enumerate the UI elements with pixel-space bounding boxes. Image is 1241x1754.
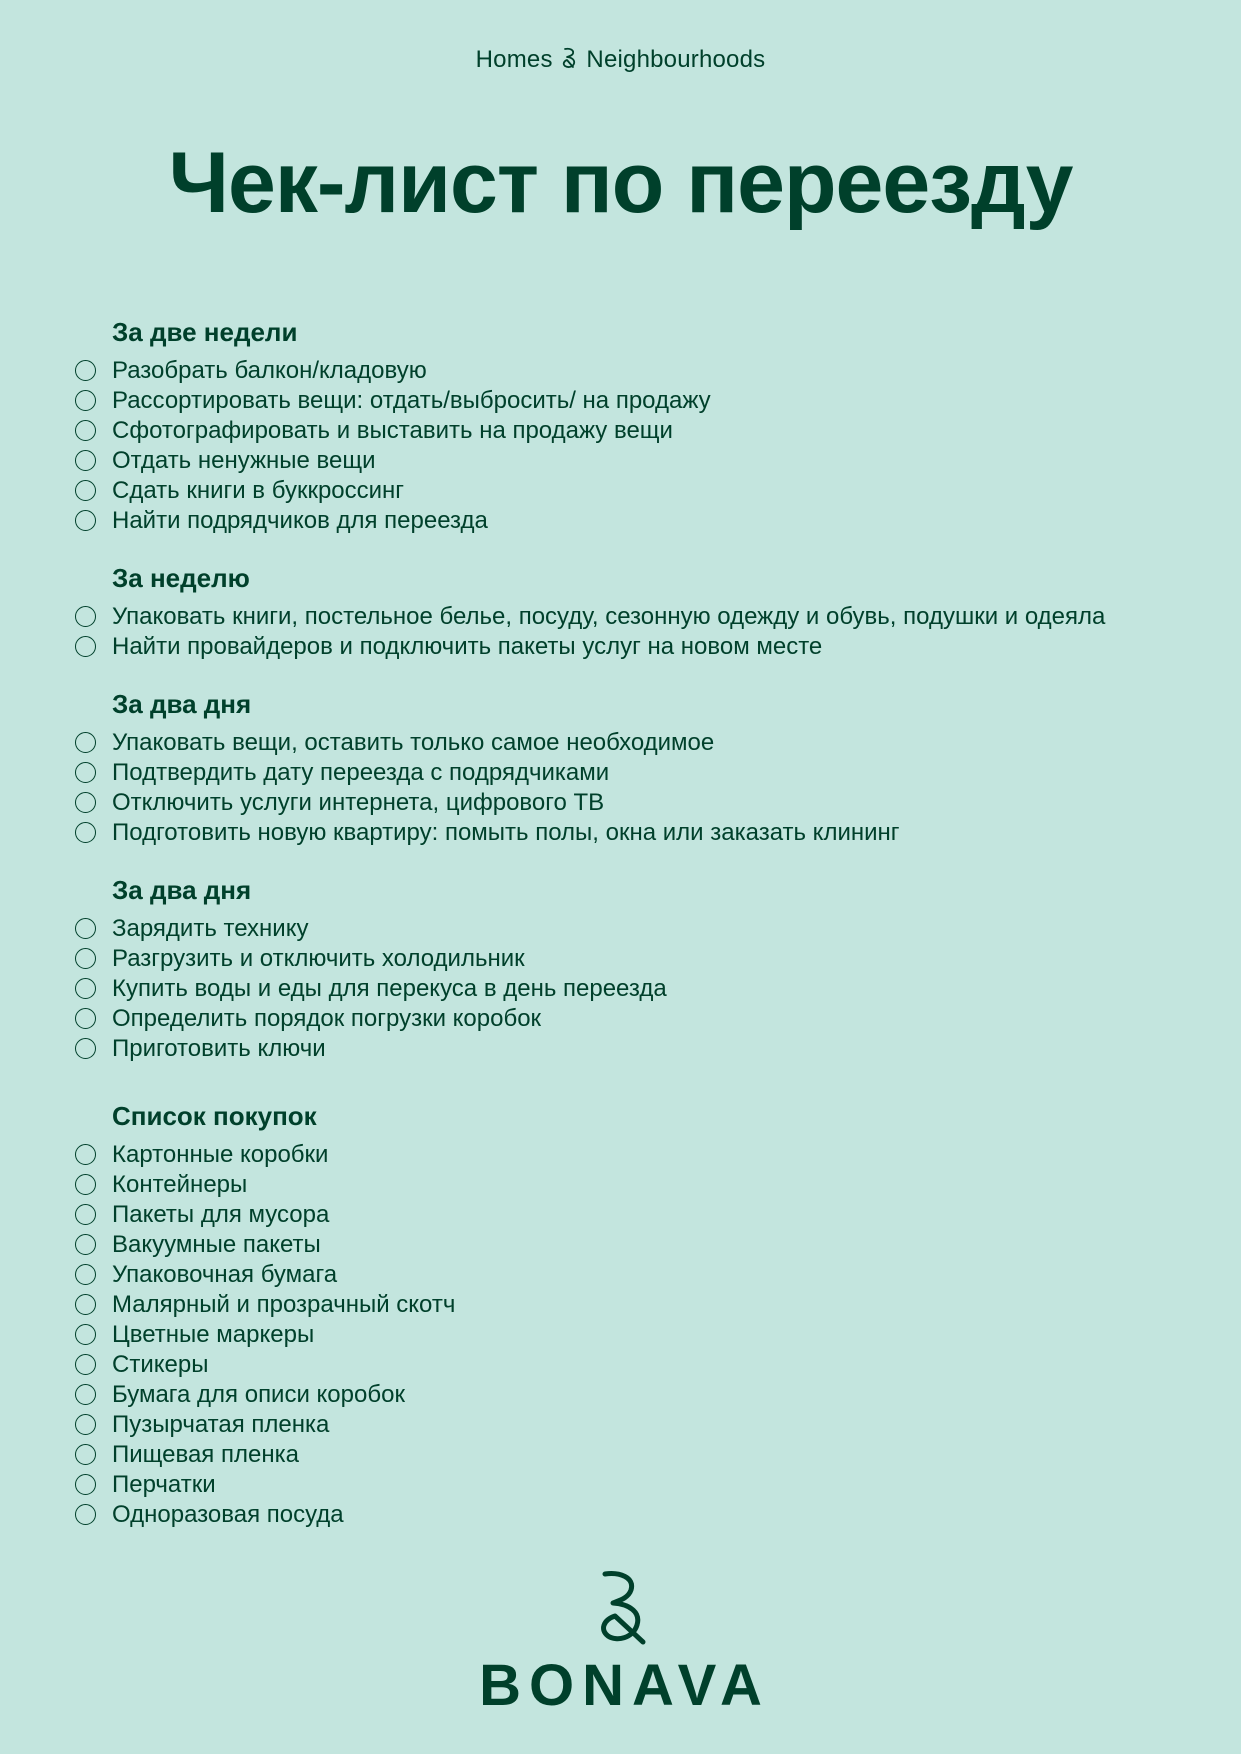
checklist-item <box>0 1290 1241 1320</box>
checklist-item <box>0 1350 1241 1380</box>
item-label: Найти провайдеров и подключить пакеты услуг на новом месте <box>112 633 823 660</box>
item-label: Вакуумные пакеты <box>112 1231 321 1258</box>
item-label: Рассортировать вещи: отдать/выбросить/ на продажу <box>112 387 711 414</box>
checklist-item <box>0 632 1241 662</box>
checkbox[interactable] <box>75 978 96 999</box>
header-tagline <box>0 46 1241 74</box>
checklist-item <box>0 914 1241 944</box>
section-gap <box>0 662 1241 680</box>
checklist-item <box>0 818 1241 848</box>
item-label: Картонные коробки <box>112 1141 329 1168</box>
tagline-neighbourhoods: Neighbourhoods <box>586 46 766 73</box>
item-label: Отдать ненужные вещи <box>112 447 376 474</box>
bonava-logo <box>0 1570 1241 1719</box>
checklist-item <box>0 1470 1241 1500</box>
checklist-item <box>0 1410 1241 1440</box>
checklist-item <box>0 974 1241 1004</box>
section-items <box>0 728 1241 848</box>
checkbox[interactable] <box>75 1354 96 1375</box>
page-title: Чек-лист по переезду <box>168 135 1073 231</box>
item-label: Малярный и прозрачный скотч <box>112 1291 456 1318</box>
checkbox[interactable] <box>75 510 96 531</box>
item-label: Сфотографировать и выставить на продажу вещи <box>112 417 673 444</box>
checklist <box>0 308 1241 1530</box>
checklist-item <box>0 356 1241 386</box>
item-label: Приготовить ключи <box>112 1035 326 1062</box>
checklist-item <box>0 1004 1241 1034</box>
checklist-item <box>0 1170 1241 1200</box>
checklist-item <box>0 1380 1241 1410</box>
section-title: За две недели <box>112 317 298 347</box>
checklist-item <box>0 386 1241 416</box>
checkbox[interactable] <box>75 450 96 471</box>
checkbox[interactable] <box>75 948 96 969</box>
item-label: Сдать книги в буккроссинг <box>112 477 405 504</box>
checklist-item <box>0 1140 1241 1170</box>
item-label: Стикеры <box>112 1351 209 1378</box>
item-label: Зарядить технику <box>112 915 309 942</box>
checkbox[interactable] <box>75 1384 96 1405</box>
checklist-item <box>0 758 1241 788</box>
checklist-item <box>0 446 1241 476</box>
item-label: Разгрузить и отключить холодильник <box>112 945 525 972</box>
item-label: Отключить услуги интернета, цифрового ТВ <box>112 789 605 816</box>
section-title: За неделю <box>112 563 250 593</box>
item-label: Определить порядок погрузки коробок <box>112 1005 542 1032</box>
bonava-wordmark: BONAVA <box>479 1653 770 1718</box>
item-label: Контейнеры <box>112 1171 248 1198</box>
item-label: Пищевая пленка <box>112 1441 299 1468</box>
item-label: Подготовить новую квартиру: помыть полы, окна или заказать клининг <box>112 819 900 846</box>
checklist-item <box>0 1200 1241 1230</box>
section-items <box>0 1140 1241 1530</box>
checkbox[interactable] <box>75 1264 96 1285</box>
bonava-b-mark-icon <box>591 1570 651 1646</box>
item-label: Бумага для описи коробок <box>112 1381 405 1408</box>
checklist-item <box>0 1440 1241 1470</box>
item-label: Упаковочная бумага <box>112 1261 338 1288</box>
checkbox[interactable] <box>75 1294 96 1315</box>
checkbox[interactable] <box>75 1504 96 1525</box>
item-label: Цветные маркеры <box>112 1321 315 1348</box>
checkbox[interactable] <box>75 1474 96 1495</box>
tagline-homes: Homes <box>475 46 553 73</box>
item-label: Подтвердить дату переезда с подрядчиками <box>112 759 610 786</box>
checkbox[interactable] <box>75 1414 96 1435</box>
section-title: За два дня <box>112 689 252 719</box>
item-label: Купить воды и еды для перекуса в день переезда <box>112 975 667 1002</box>
item-label: Пузырчатая пленка <box>112 1411 330 1438</box>
checkbox[interactable] <box>75 1324 96 1345</box>
checkbox[interactable] <box>75 1204 96 1225</box>
checklist-item <box>0 416 1241 446</box>
checkbox[interactable] <box>75 1174 96 1195</box>
item-label: Найти подрядчиков для переезда <box>112 507 488 534</box>
checkbox[interactable] <box>75 792 96 813</box>
checklist-item <box>0 944 1241 974</box>
checkbox[interactable] <box>75 1234 96 1255</box>
checklist-item <box>0 476 1241 506</box>
checklist-item <box>0 1034 1241 1064</box>
item-label: Перчатки <box>112 1471 216 1498</box>
item-label: Упаковать книги, постельное белье, посуду, сезонную одежду и обувь, подушки и одеяла <box>112 603 1106 630</box>
checkbox[interactable] <box>75 360 96 381</box>
section-gap <box>0 1064 1241 1092</box>
checkbox[interactable] <box>75 1038 96 1059</box>
section-title: За два дня <box>112 875 252 905</box>
checklist-item <box>0 1500 1241 1530</box>
checkbox[interactable] <box>75 636 96 657</box>
checklist-item <box>0 506 1241 536</box>
checklist-item <box>0 788 1241 818</box>
item-label: Упаковать вещи, оставить только самое необходимое <box>112 729 715 756</box>
checkbox[interactable] <box>75 1008 96 1029</box>
checkbox[interactable] <box>75 1444 96 1465</box>
checkbox[interactable] <box>75 918 96 939</box>
checklist-item <box>0 602 1241 632</box>
section-items <box>0 602 1241 662</box>
checkbox[interactable] <box>75 1144 96 1165</box>
item-label: Пакеты для мусора <box>112 1201 330 1228</box>
checkbox[interactable] <box>75 390 96 411</box>
checkbox[interactable] <box>75 732 96 753</box>
checkbox[interactable] <box>75 480 96 501</box>
checklist-item <box>0 1320 1241 1350</box>
section-items <box>0 356 1241 536</box>
checkbox[interactable] <box>75 762 96 783</box>
section-gap <box>0 848 1241 866</box>
checkbox[interactable] <box>75 420 96 441</box>
checklist-item <box>0 1230 1241 1260</box>
item-label: Одноразовая посуда <box>112 1501 344 1528</box>
section-items <box>0 914 1241 1064</box>
checkbox[interactable] <box>75 822 96 843</box>
checklist-item <box>0 1260 1241 1290</box>
ampersand-mark-icon <box>561 47 577 69</box>
section-title: Список покупок <box>112 1101 317 1131</box>
checkbox[interactable] <box>75 606 96 627</box>
section-gap <box>0 536 1241 554</box>
item-label: Разобрать балкон/кладовую <box>112 357 427 384</box>
checklist-item <box>0 728 1241 758</box>
